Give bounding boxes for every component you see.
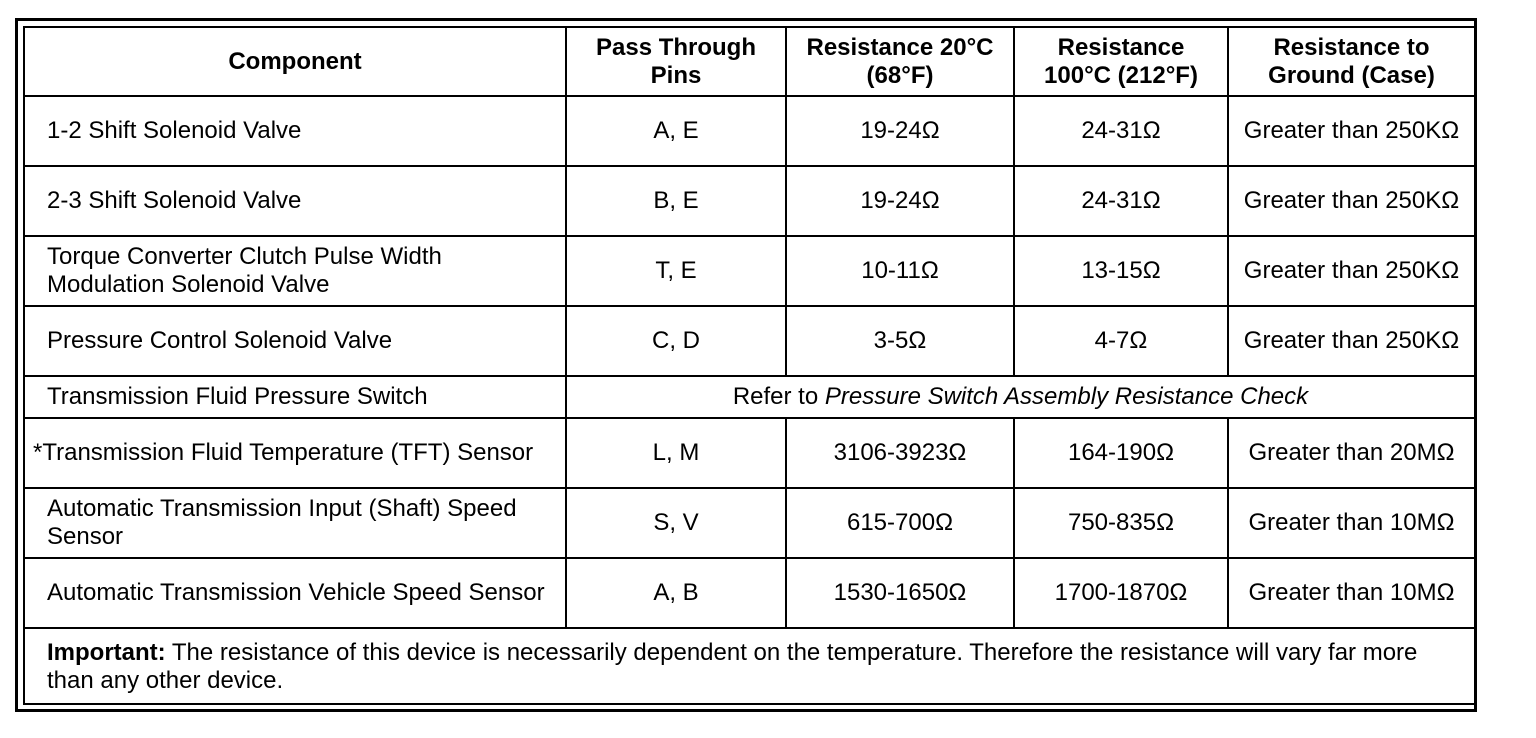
component-cell: Automatic Transmission Input (Shaft) Speed Sensor	[24, 488, 566, 558]
res20-cell: 1530-1650Ω	[786, 558, 1014, 628]
header-ground: Resistance to Ground (Case)	[1228, 27, 1475, 96]
res100-cell: 4-7Ω	[1014, 306, 1228, 376]
ground-cell: Greater than 250KΩ	[1228, 306, 1475, 376]
res20-cell: 615-700Ω	[786, 488, 1014, 558]
header-pins: Pass Through Pins	[566, 27, 786, 96]
resistance-spec-sheet	[15, 18, 1477, 712]
res20-cell: 19-24Ω	[786, 96, 1014, 166]
component-cell: *Transmission Fluid Temperature (TFT) Sensor	[24, 418, 566, 488]
pins-cell: T, E	[566, 236, 786, 306]
pins-cell: S, V	[566, 488, 786, 558]
note-text: The resistance of this device is necessarily dependent on the temperature. Therefore the resistance will vary far more than any other device.	[47, 639, 1418, 694]
component-cell: Torque Converter Clutch Pulse Width Modulation Solenoid Valve	[24, 236, 566, 306]
ground-cell: Greater than 20MΩ	[1228, 418, 1475, 488]
res100-cell: 164-190Ω	[1014, 418, 1228, 488]
pins-cell: A, B	[566, 558, 786, 628]
table-row	[24, 306, 1475, 376]
table-row	[24, 166, 1475, 236]
res100-cell: 750-835Ω	[1014, 488, 1228, 558]
table-row	[24, 488, 1475, 558]
pins-cell: A, E	[566, 96, 786, 166]
table-row	[24, 236, 1475, 306]
note-label: Important:	[47, 639, 166, 666]
header-res20: Resistance 20°C (68°F)	[786, 27, 1014, 96]
ground-cell: Greater than 10MΩ	[1228, 488, 1475, 558]
ground-cell: Greater than 250KΩ	[1228, 96, 1475, 166]
table-row	[24, 418, 1475, 488]
res20-cell: 3106-3923Ω	[786, 418, 1014, 488]
component-cell: Pressure Control Solenoid Valve	[24, 306, 566, 376]
table-row	[24, 558, 1475, 628]
res100-cell: 24-31Ω	[1014, 96, 1228, 166]
important-note	[24, 628, 1475, 704]
ground-cell: Greater than 250KΩ	[1228, 236, 1475, 306]
pins-cell: B, E	[566, 166, 786, 236]
pins-cell: C, D	[566, 306, 786, 376]
header-res100: Resistance 100°C (212°F)	[1014, 27, 1228, 96]
res20-cell: 19-24Ω	[786, 166, 1014, 236]
component-cell: 2-3 Shift Solenoid Valve	[24, 166, 566, 236]
header-component: Component	[24, 27, 566, 96]
res100-cell: 13-15Ω	[1014, 236, 1228, 306]
refer-title: Pressure Switch Assembly Resistance Check	[824, 383, 1309, 410]
ground-cell: Greater than 10MΩ	[1228, 558, 1475, 628]
table-row	[24, 96, 1475, 166]
component-cell: Transmission Fluid Pressure Switch	[24, 376, 566, 418]
res100-cell: 1700-1870Ω	[1014, 558, 1228, 628]
component-cell: Automatic Transmission Vehicle Speed Sensor	[24, 558, 566, 628]
component-cell: 1-2 Shift Solenoid Valve	[24, 96, 566, 166]
ground-cell: Greater than 250KΩ	[1228, 166, 1475, 236]
res20-cell: 10-11Ω	[786, 236, 1014, 306]
pressure-switch-row	[24, 376, 1475, 418]
resistance-table	[23, 26, 1476, 705]
refer-cell	[566, 376, 1475, 418]
res100-cell: 24-31Ω	[1014, 166, 1228, 236]
refer-prefix: Refer to	[732, 383, 825, 410]
pins-cell: L, M	[566, 418, 786, 488]
important-note-row	[24, 628, 1475, 704]
res20-cell: 3-5Ω	[786, 306, 1014, 376]
header-row	[24, 27, 1475, 96]
